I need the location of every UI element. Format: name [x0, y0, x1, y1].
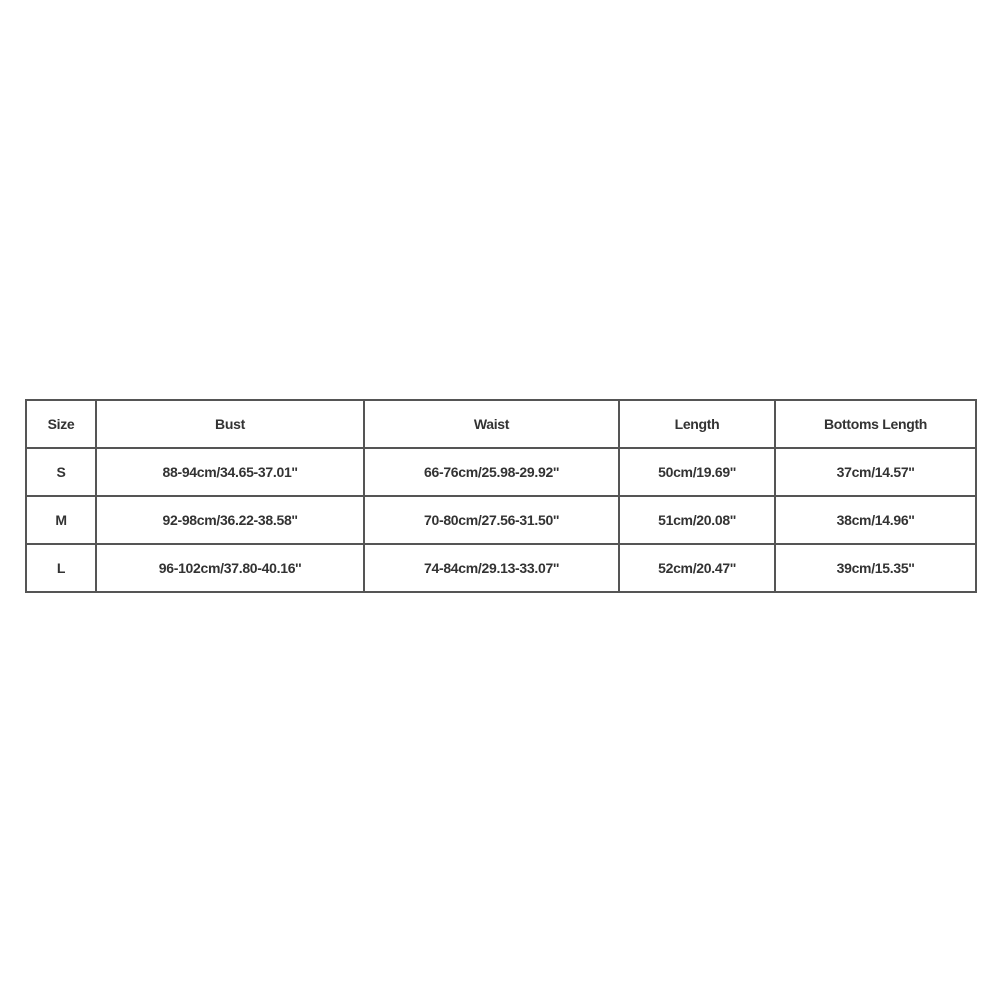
- table-row-m: [26, 496, 976, 544]
- cell-bottoms-length: 39cm/15.35'': [775, 544, 976, 592]
- cell-waist: 70-80cm/27.56-31.50'': [364, 496, 619, 544]
- cell-bust: 88-94cm/34.65-37.01'': [96, 448, 364, 496]
- table-row-s: [26, 448, 976, 496]
- cell-size: S: [26, 448, 96, 496]
- cell-bust: 96-102cm/37.80-40.16'': [96, 544, 364, 592]
- header-bust: Bust: [96, 400, 364, 448]
- cell-bottoms-length: 37cm/14.57'': [775, 448, 976, 496]
- table-row-l: [26, 544, 976, 592]
- table-header: [26, 400, 976, 448]
- cell-length: 51cm/20.08'': [619, 496, 775, 544]
- header-length: Length: [619, 400, 775, 448]
- header-size: Size: [26, 400, 96, 448]
- header-waist: Waist: [364, 400, 619, 448]
- cell-length: 52cm/20.47'': [619, 544, 775, 592]
- size-chart-table: [25, 399, 977, 593]
- cell-length: 50cm/19.69'': [619, 448, 775, 496]
- cell-waist: 74-84cm/29.13-33.07'': [364, 544, 619, 592]
- cell-size: M: [26, 496, 96, 544]
- cell-size: L: [26, 544, 96, 592]
- cell-bust: 92-98cm/36.22-38.58'': [96, 496, 364, 544]
- header-bottoms-length: Bottoms Length: [775, 400, 976, 448]
- cell-waist: 66-76cm/25.98-29.92'': [364, 448, 619, 496]
- header-row: [26, 400, 976, 448]
- cell-bottoms-length: 38cm/14.96'': [775, 496, 976, 544]
- table-body: [26, 448, 976, 592]
